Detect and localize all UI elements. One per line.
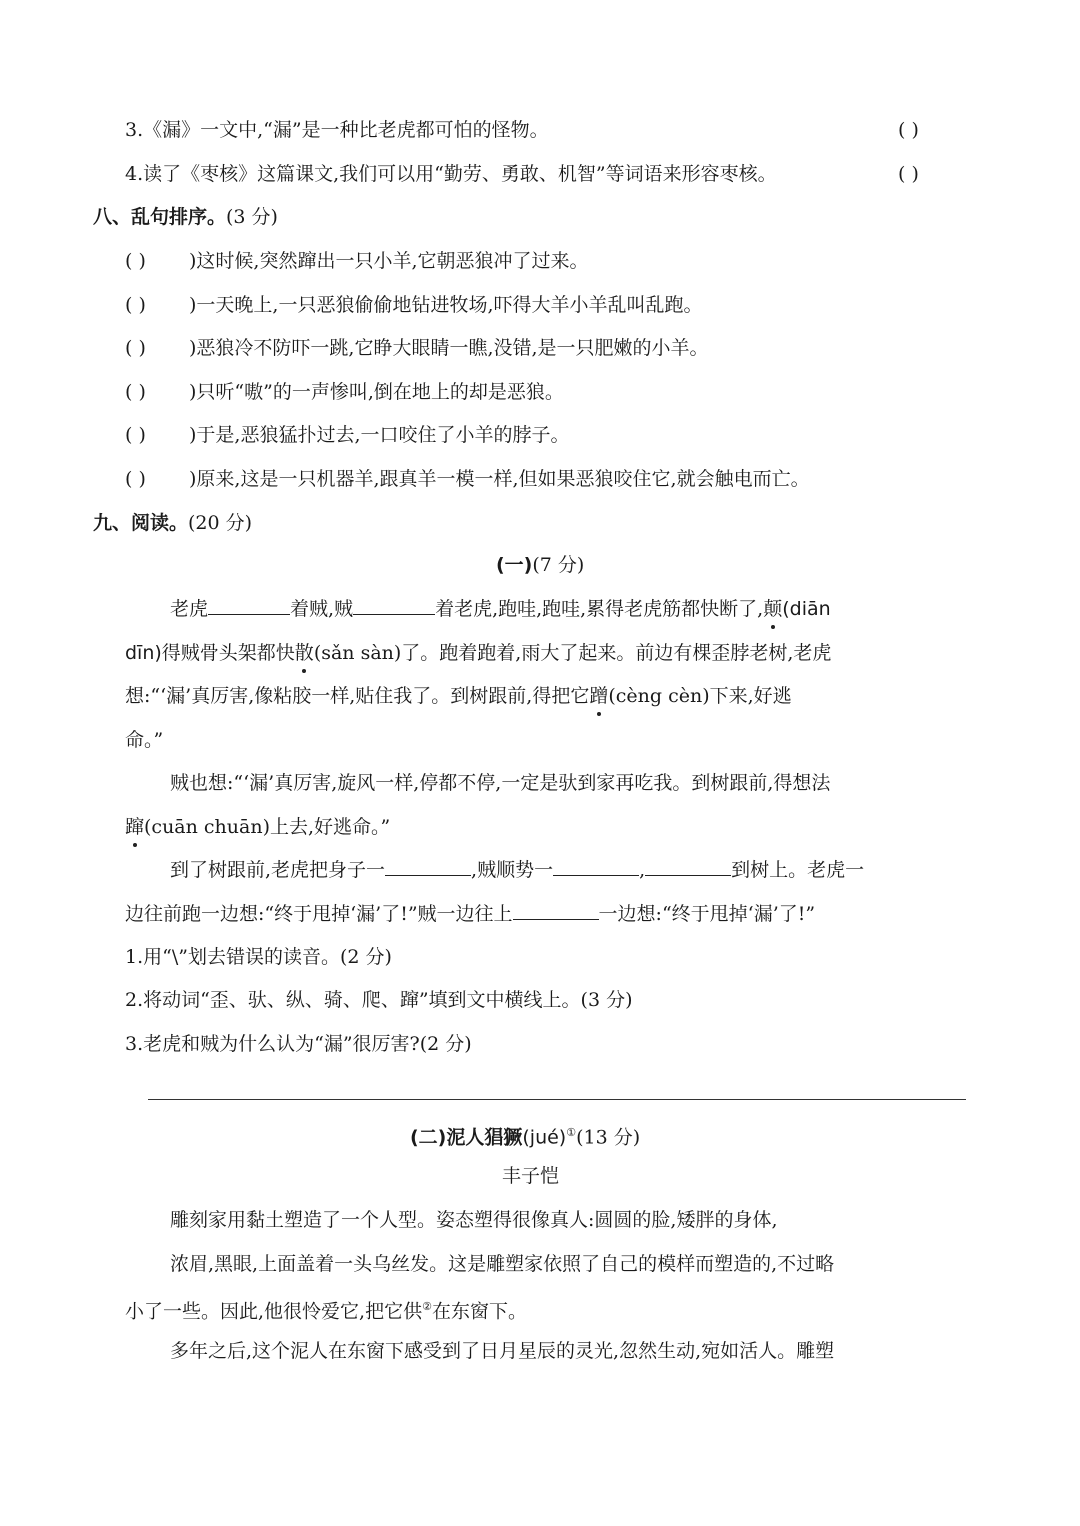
passage-2-line: 雕刻家用黏土塑造了一个人型。姿态塑得很像真人:圆圆的脸,矮胖的身体, <box>170 1209 778 1231</box>
passage-1-line: 蹿(cuān chuān)上去,好逃命。” <box>125 816 391 838</box>
passage-1-title: (一)(7 分) <box>496 554 585 576</box>
passage-1-line: 边往前跑一边想:“终于甩掉‘漏’了!”贼一边往上 一边想:“终于甩掉‘漏’了!” <box>125 903 816 925</box>
fill-blank[interactable] <box>645 857 731 876</box>
passage-2-title: (二)泥人猖獗(jué)①(13 分) <box>410 1126 641 1149</box>
fill-blank[interactable] <box>353 596 435 615</box>
judge-answer-paren[interactable]: ( ) <box>898 119 919 141</box>
fill-blank[interactable] <box>385 857 471 876</box>
fill-blank[interactable] <box>208 596 290 615</box>
section-9-heading: 九、阅读。(20 分) <box>93 512 253 534</box>
fill-blank[interactable] <box>553 857 639 876</box>
passage-1-line: dīn)得贼骨头架都快散(sǎn sàn)了。跑着跑着,雨大了起来。前边有棵歪脖老树,老虎 <box>125 642 832 664</box>
sort-answer-paren[interactable]: ( ) <box>125 381 146 403</box>
passage-2-line: 浓眉,黑眼,上面盖着一头乌丝发。这是雕塑家依照了自己的模样而塑造的,不过略 <box>170 1253 835 1275</box>
passage-2-line: 多年之后,这个泥人在东窗下感受到了日月星辰的灵光,忽然生动,宛如活人。雕塑 <box>170 1340 835 1362</box>
sort-answer-paren[interactable]: ( ) <box>125 468 146 490</box>
sort-item: ( ) )一天晚上,一只恶狼偷偷地钻进牧场,吓得大羊小羊乱叫乱跑。 <box>125 294 703 316</box>
question-2: 2.将动词“歪、驮、纵、骑、爬、蹿”填到文中横线上。(3 分) <box>125 989 633 1011</box>
passage-1-line: 老虎 着贼,贼 着老虎,跑哇,跑哇,累得老虎筋都快断了,颠(diān <box>170 598 831 620</box>
question-3: 3.老虎和贼为什么认为“漏”很厉害?(2 分) <box>125 1033 472 1055</box>
sort-answer-paren[interactable]: ( ) <box>125 250 146 272</box>
answer-line[interactable] <box>148 1099 966 1100</box>
sort-answer-paren[interactable]: ( ) <box>125 337 146 359</box>
sort-item: ( ) )只听“嗷”的一声惨叫,倒在地上的却是恶狼。 <box>125 381 564 403</box>
sort-item: ( ) )于是,恶狼猛扑过去,一口咬住了小羊的脖子。 <box>125 424 570 446</box>
sort-item: ( ) )原来,这是一只机器羊,跟真羊一模一样,但如果恶狼咬住它,就会触电而亡。 <box>125 468 810 490</box>
judge-item-4: 4.读了《枣核》这篇课文,我们可以用“勤劳、勇敢、机智”等词语来形容枣核。 <box>125 163 777 185</box>
sort-item: ( ) )这时候,突然蹿出一只小羊,它朝恶狼冲了过来。 <box>125 250 589 272</box>
sort-item: ( ) )恶狼冷不防吓一跳,它睁大眼睛一瞧,没错,是一只肥嫩的小羊。 <box>125 337 709 359</box>
passage-1-line: 命。” <box>125 729 164 751</box>
passage-2-line: 小了一些。因此,他很怜爱它,把它供②在东窗下。 <box>125 1300 527 1323</box>
passage-1-line: 想:“‘漏’真厉害,像粘胶一样,贴住我了。到树跟前,得把它蹭(cèng cèn)下来,好逃 <box>125 685 792 707</box>
passage-1-line: 到了树跟前,老虎把身子一 ,贼顺势一 , 到树上。老虎一 <box>170 859 865 881</box>
judge-answer-paren[interactable]: ( ) <box>898 163 919 185</box>
passage-2-author: 丰子恺 <box>502 1165 560 1187</box>
passage-1-line: 贼也想:“‘漏’真厉害,旋风一样,停都不停,一定是驮到家再吃我。到树跟前,得想法 <box>170 772 831 794</box>
sort-answer-paren[interactable]: ( ) <box>125 294 146 316</box>
question-1: 1.用“\”划去错误的读音。(2 分) <box>125 946 392 968</box>
sort-answer-paren[interactable]: ( ) <box>125 424 146 446</box>
section-8-heading: 八、乱句排序。(3 分) <box>93 206 278 228</box>
fill-blank[interactable] <box>513 901 599 920</box>
judge-item-3: 3.《漏》一文中,“漏”是一种比老虎都可怕的怪物。 <box>125 119 549 141</box>
